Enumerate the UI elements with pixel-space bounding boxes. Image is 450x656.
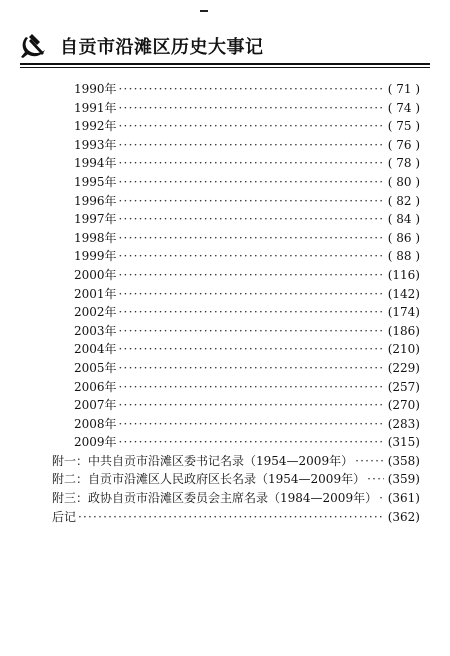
toc-entry[interactable] bbox=[52, 136, 420, 155]
toc-entry-label: 2007年 bbox=[74, 398, 117, 413]
toc-entry[interactable] bbox=[52, 117, 420, 136]
toc-leader-dots bbox=[119, 322, 384, 341]
toc-entry[interactable] bbox=[52, 378, 420, 397]
toc-leader-dots bbox=[379, 489, 384, 508]
toc-entry-page: (283) bbox=[387, 416, 420, 431]
toc-entry[interactable] bbox=[52, 229, 420, 248]
toc-entry-label: 2000年 bbox=[74, 267, 117, 282]
hammer-sickle-icon bbox=[20, 33, 48, 59]
toc-entry-label: 1993年 bbox=[74, 137, 117, 152]
toc-leader-dots bbox=[119, 173, 384, 192]
toc-entry-label: 1999年 bbox=[74, 249, 117, 264]
toc-entry[interactable] bbox=[52, 266, 420, 285]
toc-leader-dots bbox=[119, 433, 384, 452]
book-title: 自贡市沿滩区历史大事记 bbox=[60, 37, 264, 58]
toc-entry-label: 2005年 bbox=[74, 360, 117, 375]
toc-entry-page: (362) bbox=[387, 509, 420, 524]
toc-leader-dots bbox=[119, 396, 384, 415]
toc-leader-dots bbox=[119, 359, 384, 378]
header-rule-thin bbox=[20, 67, 430, 68]
toc-entry[interactable] bbox=[52, 80, 420, 99]
header-rule bbox=[20, 63, 430, 65]
toc-leader-dots bbox=[119, 192, 384, 211]
toc-entry-label: 2003年 bbox=[74, 323, 117, 338]
toc-entry-page: ( 82 ) bbox=[387, 193, 420, 208]
toc-entry[interactable] bbox=[52, 508, 420, 527]
toc-entry-page: (116) bbox=[387, 267, 420, 282]
toc-leader-dots bbox=[119, 378, 384, 397]
toc-entry-label: 2001年 bbox=[74, 286, 117, 301]
toc-leader-dots bbox=[119, 303, 384, 322]
toc-entry[interactable] bbox=[52, 396, 420, 415]
toc-entry-page: (359) bbox=[387, 472, 420, 487]
toc-leader-dots bbox=[119, 285, 384, 304]
toc-entry-label: 1998年 bbox=[74, 230, 117, 245]
toc-entry-label: 2008年 bbox=[74, 416, 117, 431]
toc-leader-dots bbox=[119, 229, 384, 248]
toc-leader-dots bbox=[78, 508, 384, 527]
toc-entry[interactable] bbox=[52, 247, 420, 266]
toc-leader-dots bbox=[119, 247, 384, 266]
toc-entry[interactable] bbox=[52, 303, 420, 322]
toc-entry-page: ( 71 ) bbox=[387, 82, 420, 96]
toc-entry[interactable] bbox=[52, 489, 420, 508]
toc-entry[interactable] bbox=[52, 470, 420, 489]
toc-entry-label: 附一：中共自贡市沿滩区委书记名录（1954—2009年） bbox=[52, 453, 354, 468]
toc-leader-dots bbox=[367, 470, 384, 489]
toc-entry-label: 附三：政协自贡市沿滩区委员会主席名录（1984—2009年） bbox=[52, 491, 378, 506]
toc-entry-label: 1994年 bbox=[74, 156, 117, 171]
toc-entry-page: ( 74 ) bbox=[387, 100, 420, 115]
toc-leader-dots bbox=[119, 80, 384, 99]
toc-entry[interactable] bbox=[52, 322, 420, 341]
toc-leader-dots bbox=[119, 117, 384, 136]
scan-mark bbox=[200, 10, 208, 12]
toc-entry-page: ( 78 ) bbox=[387, 156, 420, 171]
toc-entry-label: 1997年 bbox=[74, 212, 117, 227]
toc-leader-dots bbox=[119, 415, 384, 434]
toc-entry[interactable] bbox=[52, 415, 420, 434]
toc-entry-label: 2002年 bbox=[74, 305, 117, 320]
toc-entry-page: (142) bbox=[387, 286, 420, 301]
toc-leader-dots bbox=[119, 154, 384, 173]
toc-entry[interactable] bbox=[52, 99, 420, 118]
toc-entry-page: ( 88 ) bbox=[387, 249, 420, 264]
toc-entry[interactable] bbox=[52, 210, 420, 229]
toc-entry-page: ( 76 ) bbox=[387, 137, 420, 152]
toc-entry-label: 1991年 bbox=[74, 100, 117, 115]
toc-entry-label: 后记 bbox=[52, 509, 77, 524]
toc-entry-label: 1992年 bbox=[74, 119, 117, 134]
toc-entry[interactable] bbox=[52, 192, 420, 211]
toc-entry-page: ( 75 ) bbox=[387, 119, 420, 134]
toc-leader-dots bbox=[119, 99, 384, 118]
toc-entry-label: 1996年 bbox=[74, 193, 117, 208]
toc-entry[interactable] bbox=[52, 285, 420, 304]
running-header bbox=[20, 32, 428, 60]
toc-entry-page: (186) bbox=[387, 323, 420, 338]
toc-entry-label: 1995年 bbox=[74, 174, 117, 189]
toc-entry[interactable] bbox=[52, 433, 420, 452]
toc-entry-page: (358) bbox=[387, 453, 420, 468]
toc-leader-dots bbox=[119, 136, 384, 155]
toc-entry-label: 1990年 bbox=[74, 82, 117, 96]
toc-leader-dots bbox=[119, 210, 384, 229]
toc-entry-page: (270) bbox=[387, 398, 420, 413]
toc-leader-dots bbox=[119, 340, 384, 359]
toc-entry-label: 2006年 bbox=[74, 379, 117, 394]
toc-entry-label: 2009年 bbox=[74, 435, 117, 450]
toc-entry[interactable] bbox=[52, 173, 420, 192]
toc-entry-page: (229) bbox=[387, 360, 420, 375]
toc-entry-page: (257) bbox=[387, 379, 420, 394]
toc-entry-page: (361) bbox=[387, 491, 420, 506]
toc-entry-page: (315) bbox=[387, 435, 420, 450]
toc-entry[interactable] bbox=[52, 359, 420, 378]
toc-entry-page: ( 80 ) bbox=[387, 174, 420, 189]
toc-entry-page: (210) bbox=[387, 342, 420, 357]
toc-entry-page: ( 86 ) bbox=[387, 230, 420, 245]
toc-entry-page: ( 84 ) bbox=[387, 212, 420, 227]
toc-leader-dots bbox=[119, 266, 384, 285]
table-of-contents bbox=[52, 80, 420, 526]
toc-entry[interactable] bbox=[52, 154, 420, 173]
toc-entry[interactable] bbox=[52, 340, 420, 359]
toc-entry-label: 附二：自贡市沿滩区人民政府区长名录（1954—2009年） bbox=[52, 472, 366, 487]
toc-leader-dots bbox=[355, 452, 384, 471]
toc-entry-page: (174) bbox=[387, 305, 420, 320]
toc-entry[interactable] bbox=[52, 452, 420, 471]
toc-entry-label: 2004年 bbox=[74, 342, 117, 357]
